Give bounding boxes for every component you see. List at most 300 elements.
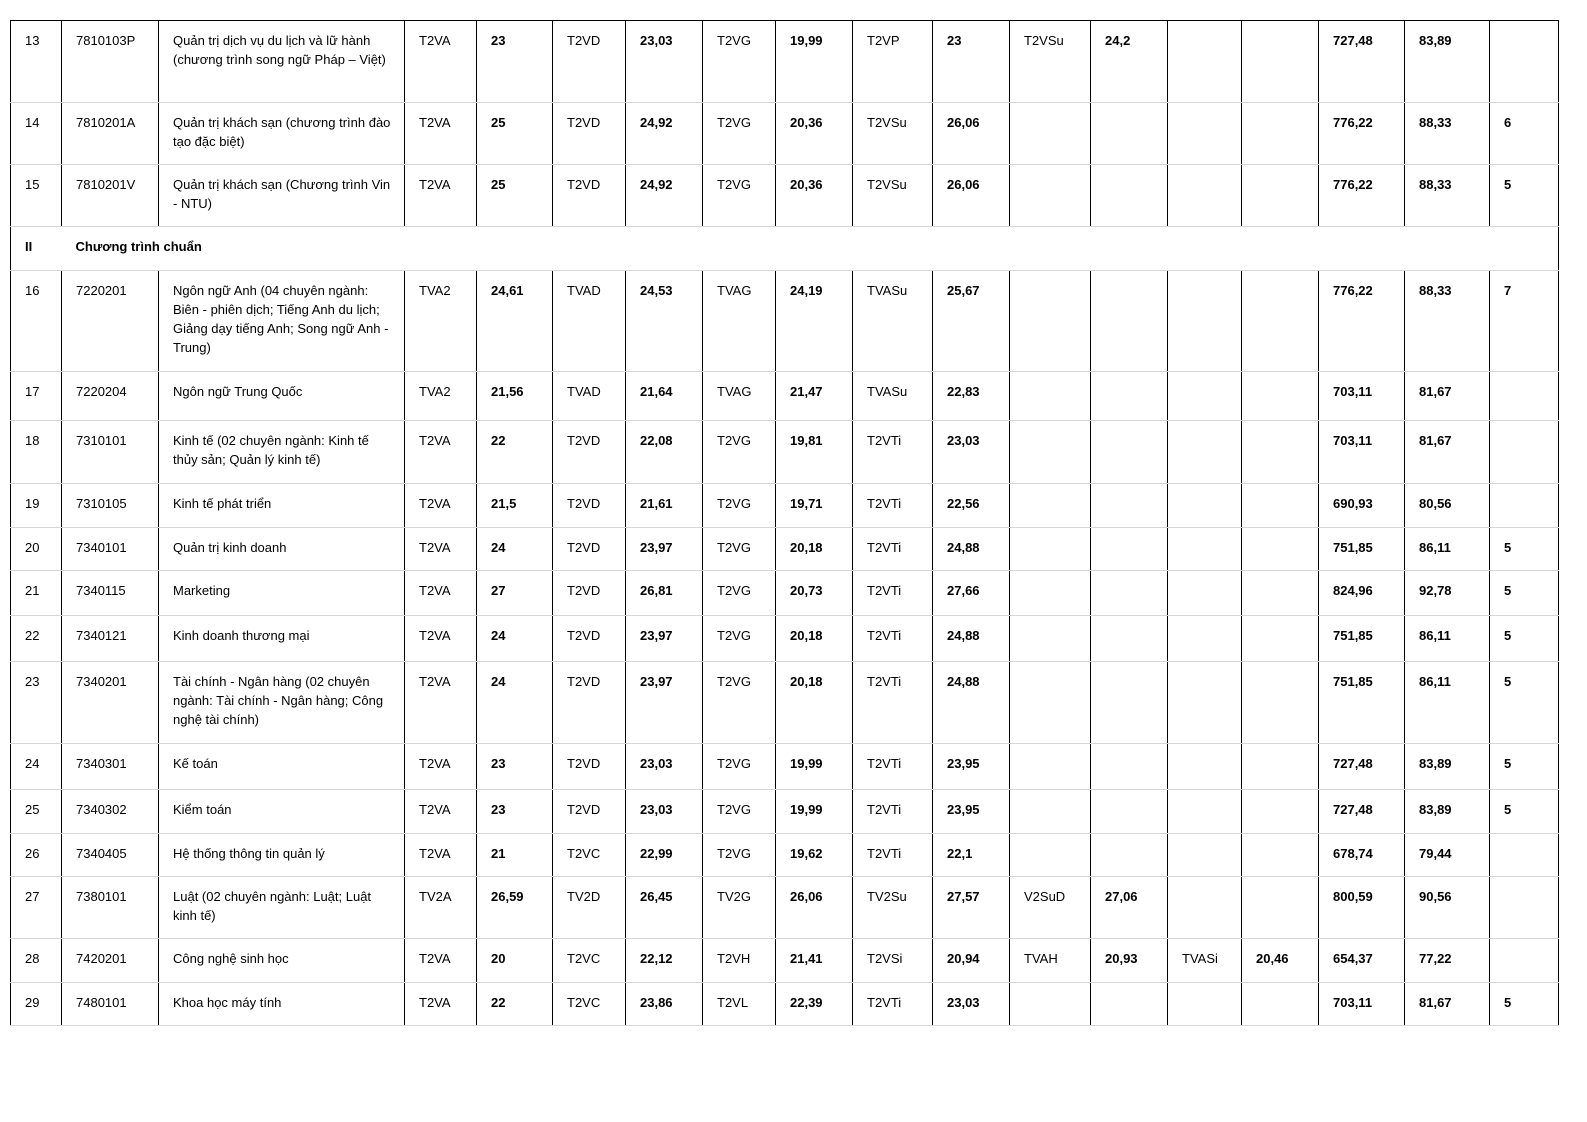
combo-2-code: T2VD bbox=[553, 484, 626, 528]
combo-4-score: 23,95 bbox=[933, 790, 1010, 834]
combo-5-code bbox=[1010, 983, 1091, 1026]
combo-2-code: T2VC bbox=[553, 834, 626, 877]
empty-cell bbox=[1490, 227, 1559, 271]
major-name: Marketing bbox=[159, 571, 405, 616]
combo-6-code bbox=[1168, 571, 1242, 616]
combo-5-code bbox=[1010, 571, 1091, 616]
combo-6-code bbox=[1168, 662, 1242, 744]
combo-5-code bbox=[1010, 662, 1091, 744]
combo-1-score: 21,5 bbox=[477, 484, 553, 528]
combo-6-code bbox=[1168, 103, 1242, 165]
combo-1-code: T2VA bbox=[405, 421, 477, 484]
major-name: Quản trị dịch vụ du lịch và lữ hành (chương trình song ngữ Pháp – Việt) bbox=[159, 21, 405, 103]
combo-6-score: 20,46 bbox=[1242, 939, 1319, 983]
row-number: 24 bbox=[11, 744, 62, 790]
combo-4-code: T2VTi bbox=[853, 834, 933, 877]
section-number: II bbox=[11, 227, 62, 271]
combo-3-code: T2VG bbox=[703, 834, 776, 877]
major-name: Kiểm toán bbox=[159, 790, 405, 834]
table-row bbox=[11, 983, 1559, 1026]
combo-2-code: T2VD bbox=[553, 744, 626, 790]
table-row bbox=[11, 372, 1559, 421]
combo-5-score bbox=[1091, 528, 1168, 571]
major-code: 7340101 bbox=[62, 528, 159, 571]
combo-4-code: T2VSu bbox=[853, 165, 933, 227]
combo-6-score bbox=[1242, 662, 1319, 744]
combo-4-code: TVASu bbox=[853, 271, 933, 372]
combo-3-score: 20,36 bbox=[776, 103, 853, 165]
combo-1-score: 25 bbox=[477, 165, 553, 227]
transcript-score: 77,22 bbox=[1405, 939, 1490, 983]
combo-3-score: 19,81 bbox=[776, 421, 853, 484]
transcript-score: 88,33 bbox=[1405, 103, 1490, 165]
combo-3-score: 20,73 bbox=[776, 571, 853, 616]
combo-1-score: 20 bbox=[477, 939, 553, 983]
major-name: Tài chính - Ngân hàng (02 chuyên ngành: Tài chính - Ngân hàng; Công nghệ tài chính) bbox=[159, 662, 405, 744]
combo-5-code bbox=[1010, 834, 1091, 877]
combo-2-code: T2VD bbox=[553, 662, 626, 744]
row-number: 13 bbox=[11, 21, 62, 103]
combo-5-score bbox=[1091, 834, 1168, 877]
english-criterion: 5 bbox=[1490, 983, 1559, 1026]
combo-4-score: 27,66 bbox=[933, 571, 1010, 616]
combo-6-code bbox=[1168, 421, 1242, 484]
combo-2-score: 23,86 bbox=[626, 983, 703, 1026]
combo-6-code bbox=[1168, 744, 1242, 790]
competency-score: 727,48 bbox=[1319, 790, 1405, 834]
combo-4-code: T2VTi bbox=[853, 662, 933, 744]
competency-score: 703,11 bbox=[1319, 372, 1405, 421]
combo-1-score: 23 bbox=[477, 21, 553, 103]
combo-3-score: 20,18 bbox=[776, 528, 853, 571]
combo-6-code bbox=[1168, 21, 1242, 103]
english-criterion: 5 bbox=[1490, 790, 1559, 834]
combo-6-score bbox=[1242, 983, 1319, 1026]
row-number: 15 bbox=[11, 165, 62, 227]
combo-2-score: 26,81 bbox=[626, 571, 703, 616]
combo-5-code bbox=[1010, 421, 1091, 484]
combo-5-code bbox=[1010, 790, 1091, 834]
combo-5-code bbox=[1010, 165, 1091, 227]
admission-score-table bbox=[10, 20, 1559, 1026]
combo-4-code: T2VP bbox=[853, 21, 933, 103]
table-row bbox=[11, 790, 1559, 834]
english-criterion: 5 bbox=[1490, 165, 1559, 227]
combo-1-code: T2VA bbox=[405, 528, 477, 571]
table-row bbox=[11, 744, 1559, 790]
major-name: Hệ thống thông tin quản lý bbox=[159, 834, 405, 877]
transcript-score: 86,11 bbox=[1405, 662, 1490, 744]
combo-4-code: T2VTi bbox=[853, 421, 933, 484]
transcript-score: 88,33 bbox=[1405, 165, 1490, 227]
combo-2-score: 23,97 bbox=[626, 528, 703, 571]
combo-2-score: 24,92 bbox=[626, 165, 703, 227]
competency-score: 654,37 bbox=[1319, 939, 1405, 983]
combo-6-score bbox=[1242, 744, 1319, 790]
combo-1-code: T2VA bbox=[405, 21, 477, 103]
empty-cell bbox=[853, 227, 933, 271]
combo-3-score: 20,18 bbox=[776, 662, 853, 744]
combo-6-code bbox=[1168, 165, 1242, 227]
combo-1-code: T2VA bbox=[405, 983, 477, 1026]
empty-cell bbox=[1091, 227, 1168, 271]
table-row bbox=[11, 834, 1559, 877]
combo-3-score: 22,39 bbox=[776, 983, 853, 1026]
table-row bbox=[11, 271, 1559, 372]
combo-1-code: TV2A bbox=[405, 877, 477, 939]
english-criterion bbox=[1490, 834, 1559, 877]
combo-1-score: 24 bbox=[477, 616, 553, 662]
combo-4-code: T2VTi bbox=[853, 790, 933, 834]
combo-2-score: 23,97 bbox=[626, 616, 703, 662]
combo-4-score: 22,83 bbox=[933, 372, 1010, 421]
combo-5-code bbox=[1010, 528, 1091, 571]
major-code: 7480101 bbox=[62, 983, 159, 1026]
combo-6-code bbox=[1168, 271, 1242, 372]
combo-1-code: T2VA bbox=[405, 484, 477, 528]
combo-5-code: T2VSu bbox=[1010, 21, 1091, 103]
combo-3-code: T2VG bbox=[703, 165, 776, 227]
row-number: 16 bbox=[11, 271, 62, 372]
table-row bbox=[11, 662, 1559, 744]
combo-3-score: 21,47 bbox=[776, 372, 853, 421]
combo-2-score: 26,45 bbox=[626, 877, 703, 939]
combo-2-code: T2VD bbox=[553, 571, 626, 616]
combo-4-code: T2VTi bbox=[853, 484, 933, 528]
combo-2-score: 21,64 bbox=[626, 372, 703, 421]
combo-2-score: 23,03 bbox=[626, 790, 703, 834]
combo-6-code bbox=[1168, 877, 1242, 939]
combo-4-score: 26,06 bbox=[933, 165, 1010, 227]
major-code: 7340201 bbox=[62, 662, 159, 744]
major-code: 7220201 bbox=[62, 271, 159, 372]
combo-4-score: 23,95 bbox=[933, 744, 1010, 790]
transcript-score: 79,44 bbox=[1405, 834, 1490, 877]
combo-2-code: TV2D bbox=[553, 877, 626, 939]
combo-1-code: T2VA bbox=[405, 834, 477, 877]
combo-4-score: 26,06 bbox=[933, 103, 1010, 165]
combo-5-code bbox=[1010, 103, 1091, 165]
combo-4-code: TVASu bbox=[853, 372, 933, 421]
combo-1-code: T2VA bbox=[405, 939, 477, 983]
combo-3-score: 24,19 bbox=[776, 271, 853, 372]
transcript-score: 83,89 bbox=[1405, 790, 1490, 834]
combo-5-score bbox=[1091, 571, 1168, 616]
combo-1-score: 24 bbox=[477, 662, 553, 744]
combo-1-code: TVA2 bbox=[405, 372, 477, 421]
combo-5-score bbox=[1091, 983, 1168, 1026]
combo-4-code: T2VTi bbox=[853, 528, 933, 571]
transcript-score: 81,67 bbox=[1405, 421, 1490, 484]
combo-6-code bbox=[1168, 528, 1242, 571]
competency-score: 727,48 bbox=[1319, 21, 1405, 103]
english-criterion: 5 bbox=[1490, 662, 1559, 744]
combo-5-score: 27,06 bbox=[1091, 877, 1168, 939]
combo-4-score: 23,03 bbox=[933, 421, 1010, 484]
combo-1-score: 24 bbox=[477, 528, 553, 571]
combo-3-code: TVAG bbox=[703, 372, 776, 421]
combo-2-score: 22,08 bbox=[626, 421, 703, 484]
combo-5-score bbox=[1091, 662, 1168, 744]
combo-1-score: 24,61 bbox=[477, 271, 553, 372]
row-number: 21 bbox=[11, 571, 62, 616]
empty-cell bbox=[776, 227, 853, 271]
combo-1-code: T2VA bbox=[405, 662, 477, 744]
combo-3-code: T2VG bbox=[703, 616, 776, 662]
transcript-score: 81,67 bbox=[1405, 372, 1490, 421]
combo-5-code bbox=[1010, 372, 1091, 421]
major-name: Kinh doanh thương mại bbox=[159, 616, 405, 662]
major-name: Kinh tế phát triển bbox=[159, 484, 405, 528]
empty-cell bbox=[553, 227, 626, 271]
combo-2-code: TVAD bbox=[553, 372, 626, 421]
combo-6-score bbox=[1242, 528, 1319, 571]
transcript-score: 92,78 bbox=[1405, 571, 1490, 616]
combo-2-score: 21,61 bbox=[626, 484, 703, 528]
combo-3-code: T2VL bbox=[703, 983, 776, 1026]
combo-2-code: TVAD bbox=[553, 271, 626, 372]
combo-6-score bbox=[1242, 372, 1319, 421]
major-name: Quản trị kinh doanh bbox=[159, 528, 405, 571]
combo-4-score: 24,88 bbox=[933, 662, 1010, 744]
english-criterion bbox=[1490, 877, 1559, 939]
combo-3-code: T2VG bbox=[703, 528, 776, 571]
combo-5-code bbox=[1010, 744, 1091, 790]
row-number: 27 bbox=[11, 877, 62, 939]
combo-3-score: 26,06 bbox=[776, 877, 853, 939]
major-code: 7340121 bbox=[62, 616, 159, 662]
combo-6-code bbox=[1168, 790, 1242, 834]
row-number: 26 bbox=[11, 834, 62, 877]
english-criterion: 7 bbox=[1490, 271, 1559, 372]
major-code: 7220204 bbox=[62, 372, 159, 421]
major-code: 7810201A bbox=[62, 103, 159, 165]
combo-1-score: 23 bbox=[477, 744, 553, 790]
combo-6-score bbox=[1242, 616, 1319, 662]
competency-score: 690,93 bbox=[1319, 484, 1405, 528]
combo-4-score: 20,94 bbox=[933, 939, 1010, 983]
combo-6-score bbox=[1242, 21, 1319, 103]
combo-2-score: 22,12 bbox=[626, 939, 703, 983]
english-criterion: 5 bbox=[1490, 616, 1559, 662]
competency-score: 824,96 bbox=[1319, 571, 1405, 616]
combo-3-score: 19,99 bbox=[776, 790, 853, 834]
combo-2-code: T2VC bbox=[553, 983, 626, 1026]
combo-4-code: T2VTi bbox=[853, 571, 933, 616]
combo-4-score: 22,1 bbox=[933, 834, 1010, 877]
empty-cell bbox=[1405, 227, 1490, 271]
combo-1-code: T2VA bbox=[405, 165, 477, 227]
combo-5-score bbox=[1091, 616, 1168, 662]
combo-2-score: 24,53 bbox=[626, 271, 703, 372]
major-code: 7340302 bbox=[62, 790, 159, 834]
transcript-score: 83,89 bbox=[1405, 744, 1490, 790]
combo-6-code bbox=[1168, 983, 1242, 1026]
combo-3-code: TVAG bbox=[703, 271, 776, 372]
combo-5-score: 24,2 bbox=[1091, 21, 1168, 103]
combo-3-code: T2VG bbox=[703, 103, 776, 165]
transcript-score: 90,56 bbox=[1405, 877, 1490, 939]
combo-5-code bbox=[1010, 616, 1091, 662]
major-code: 7380101 bbox=[62, 877, 159, 939]
english-criterion: 5 bbox=[1490, 744, 1559, 790]
combo-2-score: 23,97 bbox=[626, 662, 703, 744]
combo-1-score: 21,56 bbox=[477, 372, 553, 421]
combo-1-score: 21 bbox=[477, 834, 553, 877]
competency-score: 751,85 bbox=[1319, 662, 1405, 744]
english-criterion bbox=[1490, 421, 1559, 484]
combo-2-code: T2VD bbox=[553, 528, 626, 571]
major-name: Khoa học máy tính bbox=[159, 983, 405, 1026]
major-name: Quản trị khách sạn (Chương trình Vin - NTU) bbox=[159, 165, 405, 227]
combo-5-score bbox=[1091, 421, 1168, 484]
combo-1-score: 26,59 bbox=[477, 877, 553, 939]
combo-5-score bbox=[1091, 790, 1168, 834]
major-code: 7810201V bbox=[62, 165, 159, 227]
major-name: Ngôn ngữ Anh (04 chuyên ngành: Biên - phiên dịch; Tiếng Anh du lịch; Giảng dạy tiếng Anh; Song ngữ Anh - Trung) bbox=[159, 271, 405, 372]
combo-1-score: 23 bbox=[477, 790, 553, 834]
combo-3-score: 20,18 bbox=[776, 616, 853, 662]
combo-2-code: T2VD bbox=[553, 165, 626, 227]
section-row bbox=[11, 227, 1559, 271]
combo-1-code: T2VA bbox=[405, 616, 477, 662]
combo-6-score bbox=[1242, 271, 1319, 372]
table-row bbox=[11, 616, 1559, 662]
empty-cell bbox=[1168, 227, 1242, 271]
major-code: 7340301 bbox=[62, 744, 159, 790]
combo-6-code bbox=[1168, 484, 1242, 528]
english-criterion bbox=[1490, 939, 1559, 983]
table-row bbox=[11, 484, 1559, 528]
competency-score: 776,22 bbox=[1319, 271, 1405, 372]
combo-2-score: 24,92 bbox=[626, 103, 703, 165]
combo-4-code: T2VSu bbox=[853, 103, 933, 165]
table-body bbox=[11, 21, 1559, 1026]
combo-3-score: 20,36 bbox=[776, 165, 853, 227]
major-code: 7340115 bbox=[62, 571, 159, 616]
combo-1-code: T2VA bbox=[405, 103, 477, 165]
combo-6-code bbox=[1168, 616, 1242, 662]
combo-2-code: T2VD bbox=[553, 616, 626, 662]
combo-5-score: 20,93 bbox=[1091, 939, 1168, 983]
major-name: Kinh tế (02 chuyên ngành: Kinh tế thủy sản; Quản lý kinh tế) bbox=[159, 421, 405, 484]
combo-4-score: 23,03 bbox=[933, 983, 1010, 1026]
empty-cell bbox=[626, 227, 703, 271]
transcript-score: 86,11 bbox=[1405, 528, 1490, 571]
english-criterion: 5 bbox=[1490, 571, 1559, 616]
combo-6-score bbox=[1242, 484, 1319, 528]
combo-4-code: T2VTi bbox=[853, 983, 933, 1026]
transcript-score: 80,56 bbox=[1405, 484, 1490, 528]
combo-5-score bbox=[1091, 271, 1168, 372]
combo-3-score: 19,62 bbox=[776, 834, 853, 877]
english-criterion: 6 bbox=[1490, 103, 1559, 165]
row-number: 19 bbox=[11, 484, 62, 528]
combo-6-score bbox=[1242, 421, 1319, 484]
major-name: Ngôn ngữ Trung Quốc bbox=[159, 372, 405, 421]
row-number: 28 bbox=[11, 939, 62, 983]
combo-2-code: T2VD bbox=[553, 103, 626, 165]
table-row bbox=[11, 939, 1559, 983]
combo-4-code: T2VSi bbox=[853, 939, 933, 983]
competency-score: 727,48 bbox=[1319, 744, 1405, 790]
combo-6-score bbox=[1242, 165, 1319, 227]
combo-6-score bbox=[1242, 834, 1319, 877]
table-row bbox=[11, 165, 1559, 227]
empty-cell bbox=[1319, 227, 1405, 271]
major-name: Luật (02 chuyên ngành: Luật; Luật kinh tế) bbox=[159, 877, 405, 939]
empty-cell bbox=[933, 227, 1010, 271]
row-number: 20 bbox=[11, 528, 62, 571]
row-number: 23 bbox=[11, 662, 62, 744]
row-number: 29 bbox=[11, 983, 62, 1026]
combo-2-code: T2VD bbox=[553, 21, 626, 103]
empty-cell bbox=[703, 227, 776, 271]
combo-3-score: 19,99 bbox=[776, 21, 853, 103]
competency-score: 678,74 bbox=[1319, 834, 1405, 877]
table-row bbox=[11, 877, 1559, 939]
table-row bbox=[11, 528, 1559, 571]
combo-5-code bbox=[1010, 484, 1091, 528]
major-code: 7810103P bbox=[62, 21, 159, 103]
combo-1-score: 27 bbox=[477, 571, 553, 616]
major-code: 7420201 bbox=[62, 939, 159, 983]
combo-3-code: T2VG bbox=[703, 421, 776, 484]
row-number: 14 bbox=[11, 103, 62, 165]
major-name: Công nghệ sinh học bbox=[159, 939, 405, 983]
transcript-score: 81,67 bbox=[1405, 983, 1490, 1026]
combo-6-code bbox=[1168, 372, 1242, 421]
combo-6-code bbox=[1168, 834, 1242, 877]
combo-3-code: T2VH bbox=[703, 939, 776, 983]
competency-score: 703,11 bbox=[1319, 983, 1405, 1026]
combo-3-code: T2VG bbox=[703, 662, 776, 744]
empty-cell bbox=[405, 227, 477, 271]
competency-score: 776,22 bbox=[1319, 103, 1405, 165]
combo-5-score bbox=[1091, 103, 1168, 165]
combo-3-code: T2VG bbox=[703, 484, 776, 528]
combo-2-score: 22,99 bbox=[626, 834, 703, 877]
combo-1-score: 22 bbox=[477, 983, 553, 1026]
combo-6-score bbox=[1242, 103, 1319, 165]
combo-1-score: 25 bbox=[477, 103, 553, 165]
combo-3-score: 19,99 bbox=[776, 744, 853, 790]
combo-1-code: T2VA bbox=[405, 790, 477, 834]
competency-score: 751,85 bbox=[1319, 616, 1405, 662]
row-number: 18 bbox=[11, 421, 62, 484]
section-title: Chương trình chuẩn bbox=[62, 227, 405, 271]
combo-3-code: TV2G bbox=[703, 877, 776, 939]
table-row bbox=[11, 421, 1559, 484]
combo-3-code: T2VG bbox=[703, 744, 776, 790]
transcript-score: 88,33 bbox=[1405, 271, 1490, 372]
combo-5-score bbox=[1091, 165, 1168, 227]
table-row bbox=[11, 103, 1559, 165]
major-name: Quản trị khách sạn (chương trình đào tạo đặc biệt) bbox=[159, 103, 405, 165]
combo-3-score: 19,71 bbox=[776, 484, 853, 528]
combo-4-score: 24,88 bbox=[933, 528, 1010, 571]
combo-6-score bbox=[1242, 877, 1319, 939]
major-code: 7310101 bbox=[62, 421, 159, 484]
combo-5-code: TVAH bbox=[1010, 939, 1091, 983]
combo-5-code bbox=[1010, 271, 1091, 372]
combo-4-score: 24,88 bbox=[933, 616, 1010, 662]
combo-3-code: T2VG bbox=[703, 571, 776, 616]
combo-5-code: V2SuD bbox=[1010, 877, 1091, 939]
combo-2-score: 23,03 bbox=[626, 744, 703, 790]
combo-5-score bbox=[1091, 372, 1168, 421]
combo-6-code: TVASi bbox=[1168, 939, 1242, 983]
